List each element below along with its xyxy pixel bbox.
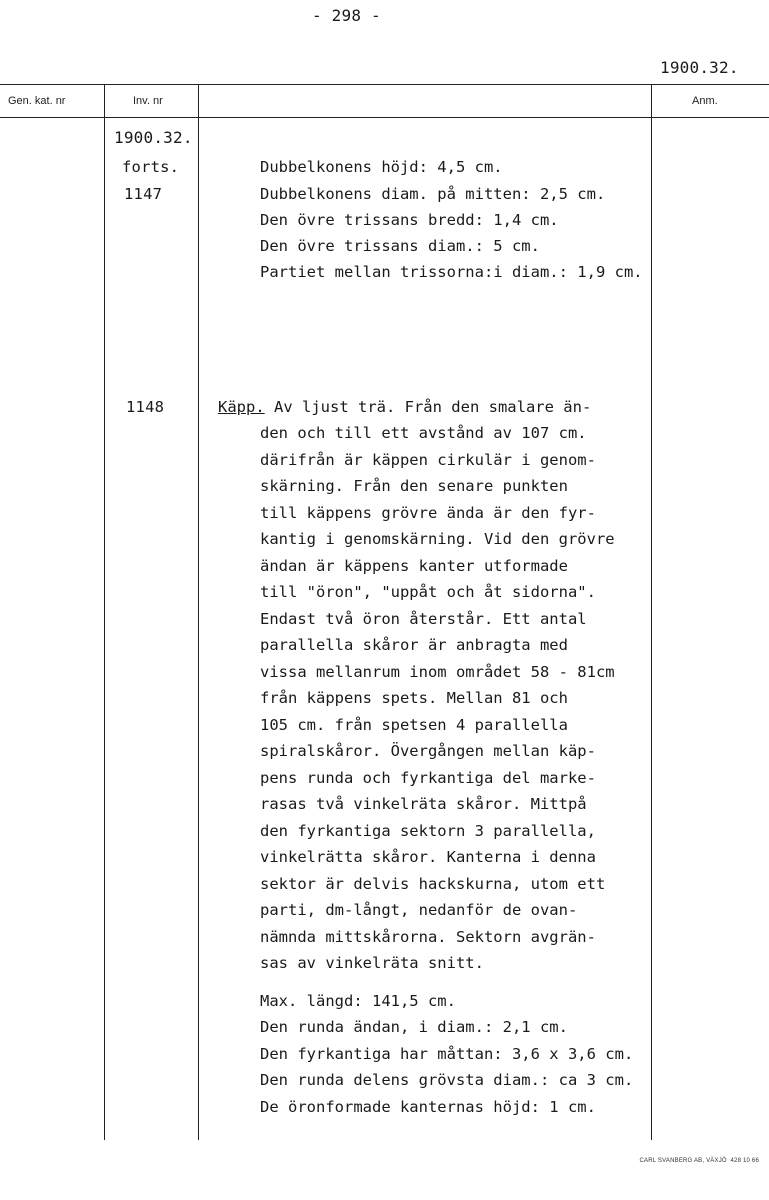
item-number-1148: 1148 [126,398,165,416]
entry-1148-line: den fyrkantiga sektorn 3 parallella, [260,822,596,840]
entry-1148-line: Endast två öron återstår. Ett antal [260,610,587,628]
entry-1148-heading: Käpp. [218,398,265,416]
printer-footer: CARL SVANBERG AB, VÄXJÖ 428 10 66 [639,1158,759,1164]
entry-1148-line: sas av vinkelräta snitt. [260,954,484,972]
entry-1148-line: därifrån är käppen cirkulär i genom- [260,451,596,469]
entry-1148-line: nämnda mittskårorna. Sektorn avgrän- [260,928,596,946]
header-bottom-rule [0,117,769,118]
item-number-1147: 1147 [124,185,163,203]
entry-1147-line: Dubbelkonens höjd: 4,5 cm. [260,158,503,176]
column-anm: Anm. [692,95,718,107]
entry-1148-line: vissa mellanrum inom området 58 - 81cm [260,663,615,681]
entry-1148-line: pens runda och fyrkantiga del marke- [260,769,596,787]
entry-1148-line: 105 cm. från spetsen 4 parallella [260,716,568,734]
left-record-id: 1900.32. [114,128,193,147]
column-inv-nr: Inv. nr [133,95,163,107]
column-gen-kat-nr: Gen. kat. nr [8,95,66,107]
entry-1148-measurement: De öronformade kanternas höjd: 1 cm. [260,1098,596,1116]
entry-1148-line: parti, dm-långt, nedanför de ovan- [260,901,578,919]
entry-1148-line: kantig i genomskärning. Vid den grövre [260,530,615,548]
entry-1148-line: vinkelrätta skåror. Kanterna i denna [260,848,596,866]
record-id-header: 1900.32. [660,58,739,77]
entry-1148-line: parallella skåror är anbragta med [260,636,568,654]
entry-1148-first-line [218,398,591,416]
entry-1148-measurement: Den runda delens grövsta diam.: ca 3 cm. [260,1071,634,1089]
entry-1147-line: Den övre trissans diam.: 5 cm. [260,237,540,255]
entry-1148-line: sektor är delvis hackskurna, utom ett [260,875,606,893]
column-divider-2 [198,84,199,1140]
column-divider-3 [651,84,652,1140]
entry-1148-measurement: Max. längd: 141,5 cm. [260,992,456,1010]
entry-1147-line: Dubbelkonens diam. på mitten: 2,5 cm. [260,185,606,203]
entry-1148-line: till "öron", "uppåt och åt sidorna". [260,583,596,601]
entry-1148-line: den och till ett avstånd av 107 cm. [260,424,587,442]
entry-1148-first-line-rest: Av ljust trä. Från den smalare än- [264,398,592,416]
left-forts: forts. [122,158,180,176]
entry-1148-line: spiralskåror. Övergången mellan käp- [260,742,596,760]
entry-1148-line: till käppens grövre ända är den fyr- [260,504,596,522]
entry-1147-line: Partiet mellan trissorna:i diam.: 1,9 cm. [260,263,643,281]
entry-1148-line: skärning. Från den senare punkten [260,477,568,495]
page-number: - 298 - [312,6,381,25]
entry-1148-measurement: Den fyrkantiga har måttan: 3,6 x 3,6 cm. [260,1045,634,1063]
entry-1148-line: ändan är käppens kanter utformade [260,557,568,575]
header-top-rule [0,84,769,85]
entry-1148-line: rasas två vinkelräta skåror. Mittpå [260,795,587,813]
entry-1148-measurement: Den runda ändan, i diam.: 2,1 cm. [260,1018,568,1036]
entry-1147-line: Den övre trissans bredd: 1,4 cm. [260,211,559,229]
entry-1148-line: från käppens spets. Mellan 81 och [260,689,568,707]
column-divider-1 [104,84,105,1140]
